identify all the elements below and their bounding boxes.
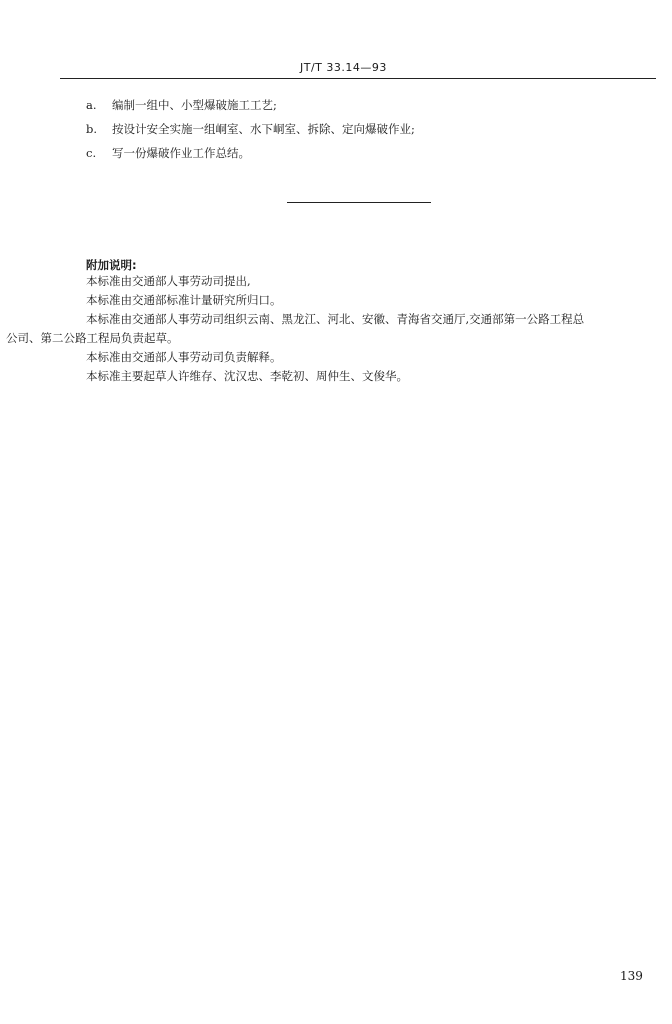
list-marker: c. xyxy=(86,146,97,160)
list-item-text: 按设计安全实施一组峒室、水下峒室、拆除、定向爆破作业; xyxy=(112,122,415,136)
requirements-list xyxy=(86,93,415,165)
list-item xyxy=(86,141,415,165)
list-item xyxy=(86,93,415,117)
note-line: 本标准由交通部人事劳动司组织云南、黑龙江、河北、安徽、青海省交通厅,交通部第一公路工程总 xyxy=(86,312,585,326)
list-marker: a. xyxy=(86,98,97,112)
list-marker: b. xyxy=(86,122,98,136)
list-item xyxy=(86,117,415,141)
additional-notes xyxy=(0,272,672,386)
note-line: 本标准由交通部人事劳动司负责解释。 xyxy=(86,350,282,364)
note-line: 本标准由交通部标准计量研究所归口。 xyxy=(86,293,282,307)
list-item-text: 写一份爆破作业工作总结。 xyxy=(112,146,250,160)
header-rule xyxy=(60,78,656,79)
note-paragraph xyxy=(0,310,672,348)
note-line: 本标准主要起草人许维存、沈汉忠、李乾初、周仲生、文俊华。 xyxy=(86,369,408,383)
note-line: 本标准由交通部人事劳动司提出, xyxy=(86,274,251,288)
notes-title: 附加说明: xyxy=(86,258,137,272)
note-line-continuation: 公司、第二公路工程局负责起草。 xyxy=(6,331,179,345)
list-item-text: 编制一组中、小型爆破施工工艺; xyxy=(112,98,277,112)
section-end-rule xyxy=(287,202,431,203)
page-number: 139 xyxy=(620,969,643,983)
standard-code: JT/T 33.14—93 xyxy=(300,61,387,74)
